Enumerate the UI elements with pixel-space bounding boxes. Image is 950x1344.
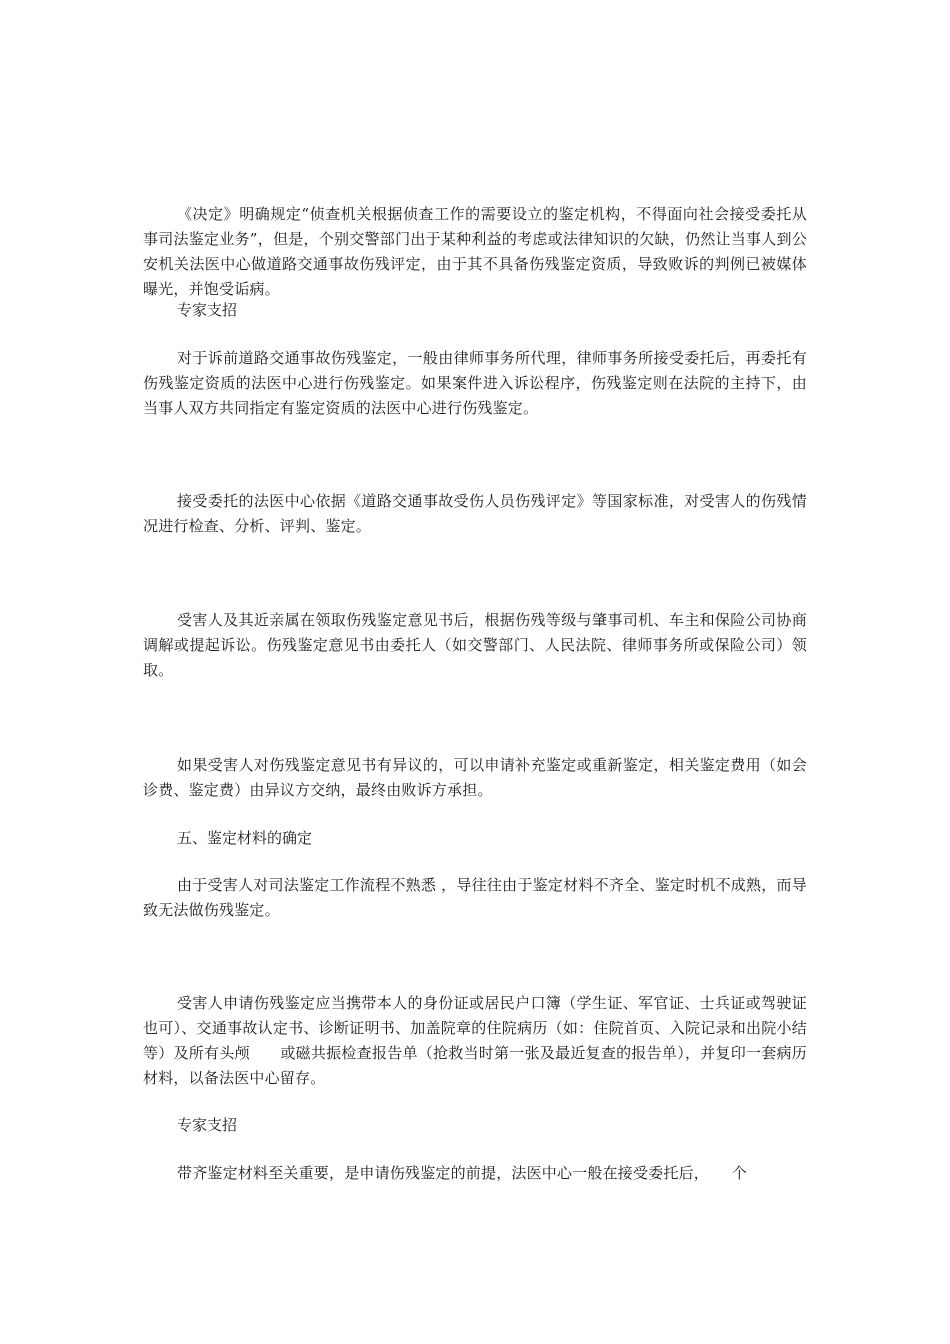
paragraph-objection: 如果受害人对伤残鉴定意见书有异议的，可以申请补充鉴定或重新鉴定，相关鉴定费用（如会诊费、鉴定费）由异议方交纳，最终由败诉方承担。 [143,756,807,799]
heading-expert-advice-2: 专家支招 [177,1116,238,1134]
paragraph-pretrial-appraisal: 对于诉前道路交通事故伤残鉴定，一般由律师事务所代理，律师事务所接受委托后，再委托有伤残鉴定资质的法医中心进行伤残鉴定。如果案件进入诉讼程序，伤残鉴定则在法院的主持下，由当事人双方共同指定有鉴定资质的法医中心进行伤残鉴定。 [143,349,807,417]
paragraph-decision: 《决定》明确规定“侦查机关根据侦查工作的需要设立的鉴定机构，不得面向社会接受委托从事司法鉴定业务”，但是，个别交警部门出于某种利益的考虑或法律知识的欠缺，仍然让当事人到公安机关法医中心做道路交通事故伤残评定，由于其不具备伤残鉴定资质，导致败诉的判例已被媒体曝光，并饱受诟病。 [143,205,807,298]
heading-expert-advice-1: 专家支招 [177,301,238,319]
paragraph-required-documents: 受害人申请伤残鉴定应当携带本人的身份证或居民户口簿（学生证、军官证、士兵证或驾驶证也可）、交通事故认定书、诊断证明书、加盖院章的住院病历（如：住院首页、入院记录和出院小结等）及所有头颅 或磁共振检查报告单（抢救当时第一张及最近复查的报告单），并复印一套病历材料，以备法医中心留存。 [143,994,807,1087]
heading-materials: 五、鉴定材料的确定 [177,829,313,847]
paragraph-materials-incomplete: 由于受害人对司法鉴定工作流程不熟悉 ，导往往由于鉴定材料不齐全、鉴定时机不成熟，而导致无法做伤残鉴定。 [143,876,807,919]
paragraph-national-standard: 接受委托的法医中心依据《道路交通事故受伤人员伤残评定》等国家标准，对受害人的伤残情况进行检查、分析、评判、鉴定。 [143,492,807,535]
paragraph-appraisal-opinion: 受害人及其近亲属在领取伤残鉴定意见书后，根据伤残等级与肇事司机、车主和保险公司协商调解或提起诉讼。伤残鉴定意见书由委托人（如交警部门、人民法院、律师事务所或保险公司）领取。 [143,611,807,679]
paragraph-bring-materials: 带齐鉴定材料至关重要，是申请伤残鉴定的前提，法医中心一般在接受委托后， 个 [177,1164,748,1182]
